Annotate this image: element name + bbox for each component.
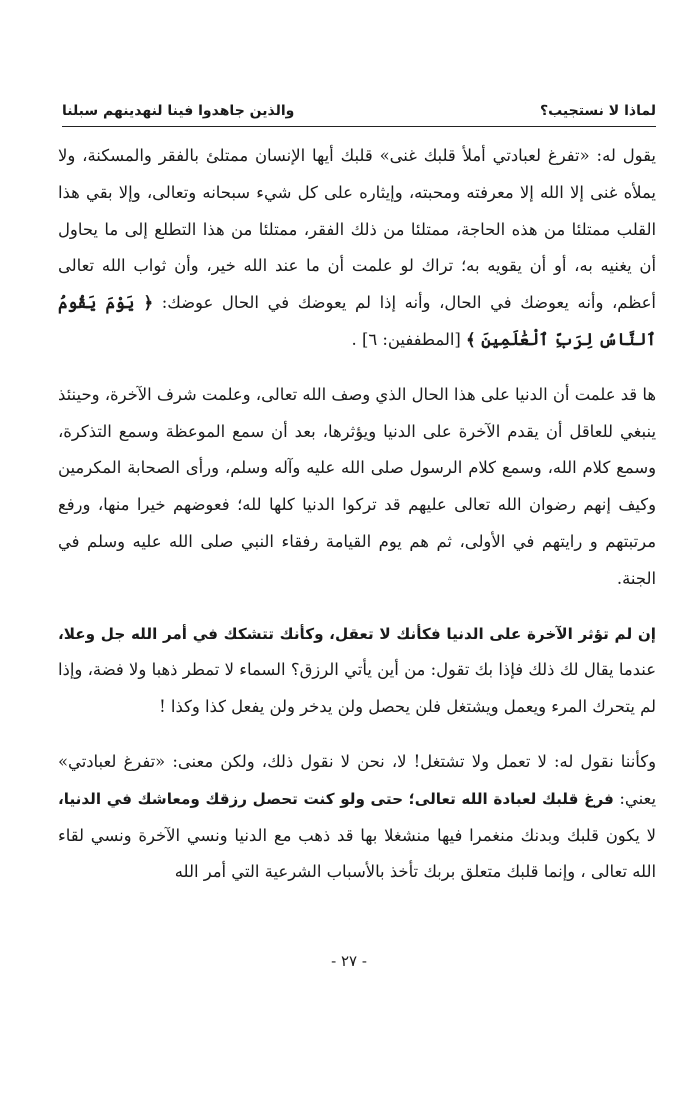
paragraph-3-bold: إن لم تؤثر الآخرة على الدنيا فكأنك لا تعقل، وكأنك تتشكك في أمر الله جل وعلا،	[58, 624, 656, 643]
paragraph-1-text: يقول له: «تفرغ لعبادتي أملأ قلبك غنى» قلبك أيها الإنسان ممتلئ بالفقر والمسكنة، ولا يملأه غنى إلا الله إلا معرفته ومحبته، وإيثاره على كل شيء سبحانه وتعالى، وإلا بقي هذا القلب ممتلئا من هذه الحاجة، ممتلئا من ذلك الفقر، ممتلئا من هذا التطلع إلى ما يحاول أن يغنيه به، أو أن يقويه به؛ تراك لو علمت أن ما عند الله خير، وأن ثواب الله تعالى أعظم، وأنه يعوضك في الحال، وأنه إذا لم يعوضك في الحال عوضك:	[58, 146, 656, 313]
header-book-title: لماذا لا نستجيب؟	[539, 103, 656, 119]
paragraph-1	[58, 138, 656, 359]
paragraph-3	[58, 616, 656, 726]
paragraph-2	[58, 377, 656, 598]
verse-reference: [المطففين: ٦] .	[351, 329, 466, 349]
paragraph-2-text: ها قد علمت أن الدنيا على هذا الحال الذي وصف الله تعالى، وعلمت شرف الآخرة، وحينئذ ينبغي للعاقل أن يقدم الآخرة على الدنيا ويؤثرها، بعد أن سمع الموعظة وسمع التذكرة، وسمع كلام الله، وسمع كلام الرسول صلى الله عليه وآله وسلم، ورأى الصحابة المكرمين وكيف إنهم رضوان الله تعالى عليهم قد تركوا الدنيا كلها لله؛ فعوضهم خيرا منها، ورفع مرتبتهم و رايتهم في الأولى، ثم هم يوم القيامة رفقاء النبي صلى الله عليه وسلم في الجنة.	[58, 384, 656, 588]
paragraph-3-text: عندما يقال لك ذلك فإذا بك تقول: من أين يأتي الرزق؟ السماء لا تمطر ذهبا ولا فضة، وإذا لم يتحرك المرء ويعمل ويشتغل فلن يحصل ولن يدخر ولن يفعل كذا وكذا !	[58, 660, 656, 717]
paragraph-4	[58, 744, 656, 891]
running-header	[62, 88, 656, 124]
paragraph-4-bold: فرغ قلبك لعبادة الله تعالى؛ حتى ولو كنت تحصل رزقك ومعاشك في الدنيا،	[58, 789, 614, 808]
page-number: - ٢٧ -	[331, 952, 367, 970]
paragraph-4-text-b: لا يكون قلبك وبدنك منغمرا فيها منشغلا بها قد ذهب مع الدنيا ونسي الآخرة ونسي لقاء الله تعالى ، وإنما قلبك متعلق بربك تأخذ بالأسباب الشرعية التي أمر الله	[58, 825, 656, 882]
quran-verse: ﴿ يَوْمَ يَقُومُ ٱلنَّاسُ لِرَبِّ ٱلْعَٰلَمِينَ ﴾	[58, 293, 656, 349]
page-body	[58, 138, 656, 891]
header-chapter-title: والذين جاهدوا فينا لنهدينهم سبلنا	[62, 103, 295, 119]
header-rule	[62, 126, 656, 127]
paragraph-4-text-a: وكأننا نقول له: لا تعمل ولا تشتغل! لا، نحن لا نقول ذلك، ولكن معنى: «تفرغ لعبادتي» يعني:	[58, 751, 657, 808]
